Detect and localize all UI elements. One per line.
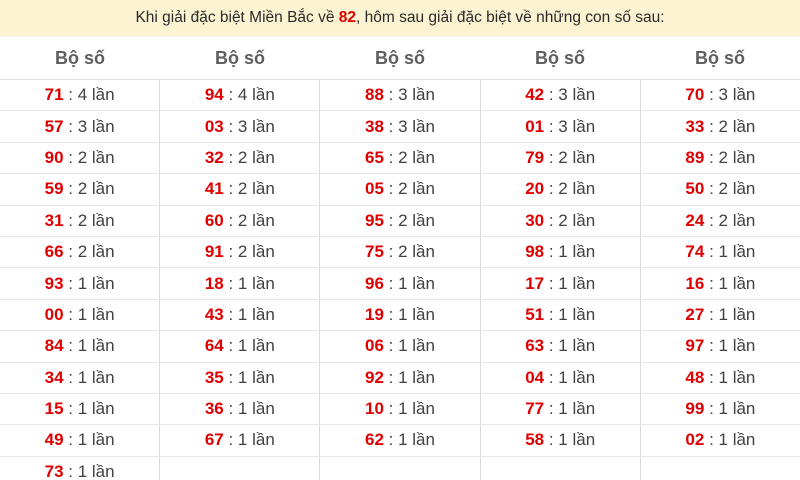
cell-number: 01 (525, 116, 545, 136)
table-cell (481, 143, 641, 173)
table-cell (0, 394, 160, 424)
cell-count: : 1 lần (544, 336, 596, 356)
table-cell (481, 300, 641, 330)
table-cell (320, 300, 480, 330)
cell-count: : 2 lần (223, 242, 275, 262)
cell-number: 97 (685, 336, 705, 356)
cell-number: 15 (44, 399, 64, 419)
cell-count: : 1 lần (544, 399, 596, 419)
table-cell (0, 237, 160, 267)
cell-number: 57 (44, 116, 64, 136)
cell-number: 70 (685, 85, 705, 105)
cell-count: : 2 lần (63, 147, 115, 167)
table-cell (481, 174, 641, 204)
table-cell (160, 457, 320, 480)
table-cell (160, 143, 320, 173)
cell-count: : 3 lần (383, 85, 435, 105)
cell-count: : 1 lần (704, 336, 756, 356)
table-row (0, 80, 800, 111)
table-cell (641, 394, 800, 424)
cell-number: 30 (525, 210, 545, 230)
cell-count: : 3 lần (63, 116, 115, 136)
cell-number: 63 (525, 336, 545, 356)
table-row (0, 331, 800, 362)
column-header: Bộ số (374, 47, 425, 68)
cell-number: 79 (525, 147, 545, 167)
table-cell (320, 80, 480, 110)
cell-count: : 2 lần (544, 210, 596, 230)
cell-number: 19 (365, 304, 384, 324)
table-cell (0, 425, 160, 455)
table-cell (160, 268, 320, 298)
cell-number: 16 (685, 273, 705, 293)
table-row (0, 206, 800, 237)
table-row (0, 425, 800, 456)
cell-count: : 3 lần (383, 116, 435, 136)
cell-number: 73 (44, 461, 64, 480)
cell-count: : 1 lần (223, 336, 275, 356)
cell-count: : 1 lần (704, 367, 756, 387)
cell-count: : 1 lần (63, 461, 115, 480)
table-cell (641, 111, 800, 141)
cell-number: 48 (685, 367, 705, 387)
table-cell (481, 268, 641, 298)
special-number: 82 (338, 9, 357, 26)
table-row (0, 363, 800, 394)
table-cell (160, 394, 320, 424)
cell-number: 34 (44, 367, 64, 387)
table-cell (481, 394, 641, 424)
cell-number: 05 (365, 179, 384, 199)
cell-number: 77 (525, 399, 545, 419)
table-row (0, 457, 800, 480)
table-cell (0, 111, 160, 141)
cell-number: 41 (204, 179, 224, 199)
table-cell (641, 80, 800, 110)
column-header: Bộ số (534, 47, 585, 68)
column-header: Bộ số (54, 47, 105, 68)
cell-count: : 2 lần (704, 147, 756, 167)
cell-count: : 1 lần (383, 430, 435, 450)
cell-number: 96 (365, 273, 384, 293)
table-cell (0, 143, 160, 173)
table-body (0, 80, 800, 480)
cell-number: 00 (44, 304, 64, 324)
table-cell (481, 363, 641, 393)
page-title-suffix: , hôm sau giải đặc biệt về những con số sau: (356, 9, 665, 26)
cell-number: 33 (685, 116, 705, 136)
cell-number: 43 (204, 304, 224, 324)
cell-count: : 1 lần (223, 273, 275, 293)
table-cell (641, 174, 800, 204)
table-cell (320, 457, 480, 480)
cell-number: 90 (44, 147, 64, 167)
table-cell (160, 111, 320, 141)
table-cell (160, 237, 320, 267)
cell-number: 94 (204, 85, 224, 105)
cell-count: : 2 lần (704, 179, 756, 199)
cell-number: 91 (204, 242, 224, 262)
cell-count: : 1 lần (704, 304, 756, 324)
cell-count: : 1 lần (383, 304, 435, 324)
cell-count: : 1 lần (63, 430, 115, 450)
table-cell (0, 206, 160, 236)
cell-count: : 1 lần (544, 367, 596, 387)
table-cell (160, 206, 320, 236)
cell-count: : 3 lần (704, 85, 756, 105)
table-cell (481, 111, 641, 141)
cell-count: : 1 lần (704, 242, 756, 262)
cell-number: 58 (525, 430, 545, 450)
table-cell (0, 300, 160, 330)
cell-count: : 1 lần (544, 242, 596, 262)
cell-count: : 1 lần (223, 399, 275, 419)
cell-count: : 3 lần (544, 116, 596, 136)
cell-number: 10 (365, 399, 384, 419)
cell-number: 88 (365, 85, 384, 105)
table-row (0, 111, 800, 142)
cell-count: : 1 lần (544, 430, 596, 450)
cell-count: : 1 lần (383, 273, 435, 293)
cell-count: : 2 lần (63, 179, 115, 199)
cell-count: : 2 lần (704, 116, 756, 136)
cell-count: : 2 lần (383, 210, 435, 230)
table-cell (320, 206, 480, 236)
table-cell (160, 174, 320, 204)
table-cell (641, 425, 800, 455)
cell-count: : 2 lần (63, 242, 115, 262)
cell-number: 02 (685, 430, 705, 450)
table-cell (641, 143, 800, 173)
cell-count: : 2 lần (544, 179, 596, 199)
table-cell (0, 80, 160, 110)
column-header: Bộ số (694, 47, 745, 68)
cell-count: : 3 lần (544, 85, 596, 105)
cell-count: : 1 lần (63, 304, 115, 324)
table-cell (320, 174, 480, 204)
cell-number: 89 (685, 147, 705, 167)
cell-number: 51 (525, 304, 545, 324)
cell-number: 38 (365, 116, 384, 136)
cell-count: : 1 lần (383, 399, 435, 419)
cell-number: 17 (525, 273, 545, 293)
table-cell (320, 394, 480, 424)
cell-number: 92 (365, 367, 384, 387)
table-cell (0, 268, 160, 298)
table-cell (641, 268, 800, 298)
cell-count: : 1 lần (63, 367, 115, 387)
cell-count: : 1 lần (223, 304, 275, 324)
title-bar (0, 0, 800, 37)
cell-count: : 1 lần (544, 304, 596, 324)
page-title-prefix: Khi giải đặc biệt Miền Bắc về (135, 9, 339, 26)
cell-number: 04 (525, 367, 545, 387)
table-cell (641, 363, 800, 393)
cell-number: 59 (44, 179, 64, 199)
table-cell (320, 363, 480, 393)
cell-number: 71 (44, 85, 64, 105)
table-cell (320, 331, 480, 361)
cell-number: 84 (44, 336, 64, 356)
cell-count: : 1 lần (63, 336, 115, 356)
cell-number: 65 (365, 147, 384, 167)
table-row (0, 394, 800, 425)
table-cell (320, 111, 480, 141)
cell-number: 31 (44, 210, 64, 230)
cell-number: 42 (525, 85, 545, 105)
cell-number: 24 (685, 210, 705, 230)
cell-count: : 2 lần (704, 210, 756, 230)
table-cell (641, 331, 800, 361)
table-cell (160, 300, 320, 330)
cell-number: 95 (365, 210, 384, 230)
table-cell (641, 300, 800, 330)
table-cell (481, 206, 641, 236)
table-cell (0, 457, 160, 480)
cell-number: 93 (44, 273, 64, 293)
table-cell (481, 80, 641, 110)
cell-count: : 1 lần (63, 273, 115, 293)
cell-count: : 4 lần (223, 85, 275, 105)
cell-count: : 2 lần (223, 210, 275, 230)
cell-count: : 2 lần (63, 210, 115, 230)
cell-count: : 2 lần (383, 242, 435, 262)
table-cell (0, 363, 160, 393)
cell-number: 20 (525, 179, 545, 199)
table-cell (641, 206, 800, 236)
cell-count: : 1 lần (383, 367, 435, 387)
table-cell (0, 174, 160, 204)
cell-number: 74 (685, 242, 705, 262)
cell-number: 99 (685, 399, 705, 419)
cell-number: 18 (204, 273, 224, 293)
cell-number: 49 (44, 430, 64, 450)
cell-count: : 2 lần (383, 179, 435, 199)
cell-number: 03 (204, 116, 224, 136)
cell-number: 50 (685, 179, 705, 199)
cell-number: 32 (204, 147, 224, 167)
cell-count: : 2 lần (223, 147, 275, 167)
cell-number: 98 (525, 242, 545, 262)
table-row (0, 174, 800, 205)
table-row (0, 237, 800, 268)
cell-count: : 1 lần (63, 399, 115, 419)
cell-number: 36 (204, 399, 224, 419)
cell-count: : 2 lần (223, 179, 275, 199)
table-cell (160, 331, 320, 361)
cell-count: : 1 lần (704, 399, 756, 419)
cell-count: : 2 lần (544, 147, 596, 167)
table-cell (481, 457, 641, 480)
table-cell (481, 425, 641, 455)
frequency-table (0, 37, 800, 480)
table-cell (320, 237, 480, 267)
cell-count: : 1 lần (223, 430, 275, 450)
cell-count: : 1 lần (383, 336, 435, 356)
cell-count: : 1 lần (704, 430, 756, 450)
cell-count: : 1 lần (704, 273, 756, 293)
cell-number: 27 (685, 304, 705, 324)
table-cell (641, 457, 800, 480)
table-row (0, 268, 800, 299)
cell-count: : 2 lần (383, 147, 435, 167)
table-cell (641, 237, 800, 267)
cell-number: 60 (204, 210, 224, 230)
table-cell (160, 425, 320, 455)
table-header-row (0, 37, 800, 80)
table-cell (0, 331, 160, 361)
column-header: Bộ số (214, 47, 265, 68)
cell-count: : 1 lần (223, 367, 275, 387)
table-row (0, 300, 800, 331)
cell-count: : 3 lần (223, 116, 275, 136)
cell-number: 66 (44, 242, 64, 262)
cell-number: 06 (365, 336, 384, 356)
cell-number: 64 (204, 336, 224, 356)
table-cell (320, 268, 480, 298)
table-cell (160, 363, 320, 393)
cell-number: 35 (204, 367, 224, 387)
table-cell (160, 80, 320, 110)
cell-number: 62 (365, 430, 384, 450)
table-row (0, 143, 800, 174)
cell-number: 67 (204, 430, 224, 450)
table-cell (481, 237, 641, 267)
table-cell (320, 143, 480, 173)
cell-number: 75 (365, 242, 384, 262)
cell-count: : 1 lần (544, 273, 596, 293)
table-cell (320, 425, 480, 455)
cell-count: : 4 lần (63, 85, 115, 105)
table-cell (481, 331, 641, 361)
